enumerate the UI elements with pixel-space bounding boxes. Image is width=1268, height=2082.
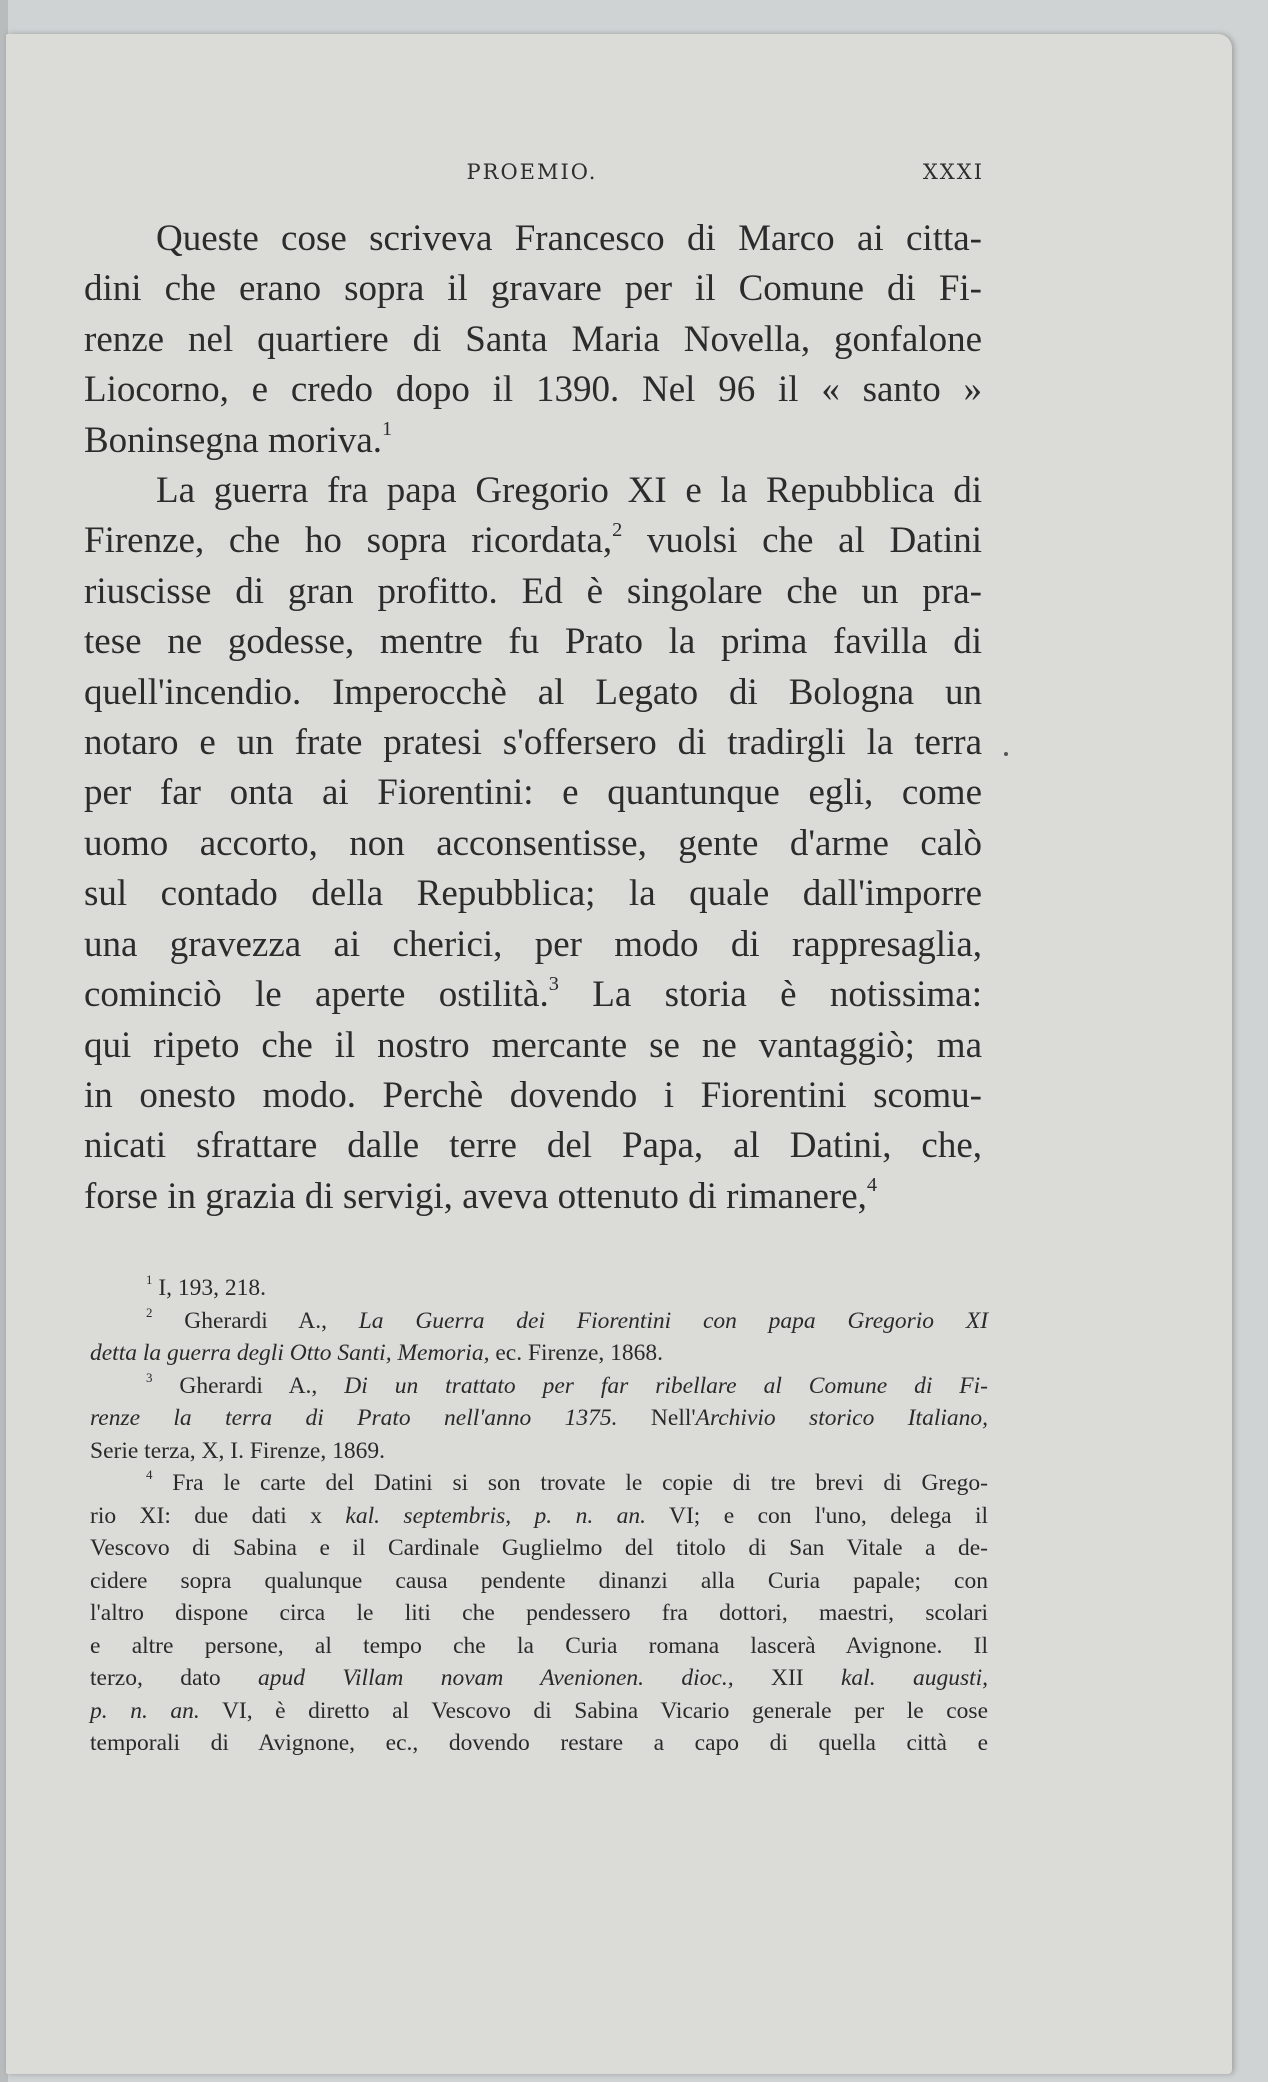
footnote-3-cont: Serie terza, X, I. Firenze, 1869.	[90, 1437, 385, 1464]
text-line: per far onta ai Fiorentini: e quantunque egli, come	[84, 772, 982, 814]
footnote-text: Nell'	[650, 1405, 696, 1431]
footnote-latin: p. n. an.	[90, 1697, 200, 1724]
footnote-text: ec. Firenze, 1868.	[495, 1340, 664, 1366]
footnote-text: XII	[771, 1665, 804, 1691]
text-segment: Boninsegna moriva.	[84, 419, 383, 461]
footnote-4-cont: Vescovo di Sabina e il Cardinale Guglielmo del titolo di San Vitale a de-	[90, 1535, 988, 1561]
ink-speck	[1004, 752, 1008, 756]
footnote-title: La Guerra dei Fiorentini con papa Gregorio XI	[358, 1307, 989, 1334]
text-line: dini che erano sopra il gravare per il Comune di Fi-	[84, 268, 982, 310]
footnote-text: Fra le carte del Datini si son trovate le copie di tre brevi di Grego-	[172, 1470, 988, 1496]
footnote-text: VI, è diretto al Vescovo di Sabina Vicario generale per le cose	[221, 1697, 989, 1724]
text-line: nicati sfrattare dalle terre del Papa, al Datini, che,	[84, 1125, 982, 1167]
text-line	[84, 416, 982, 466]
text-line: una gravezza ai cherici, per modo di rappresaglia,	[84, 923, 982, 965]
footnote-number: 4	[146, 1467, 153, 1483]
footnote-4-cont: e altre persone, al tempo che la Curia romana lascerà Avignone. Il	[90, 1632, 988, 1659]
footnote-text: terzo, dato	[90, 1665, 221, 1691]
footnote-3	[90, 1370, 988, 1403]
footnote-number: 3	[146, 1369, 153, 1385]
footnote-4-cont: temporali di Avignone, ec., dovendo restare a capo di quella città e	[90, 1730, 988, 1756]
footnotes	[90, 1272, 988, 1760]
footnote-author: Gherardi A.,	[179, 1372, 318, 1399]
text-segment: forse in grazia di servigi, aveva ottenuto di rimanere,	[84, 1175, 867, 1217]
footnote-title: detta la guerra degli Otto Santi, Memoria,	[90, 1340, 490, 1366]
text-line: renze nel quartiere di Santa Maria Novella, gonfalone	[84, 318, 982, 360]
footnote-2-cont	[90, 1337, 988, 1370]
footnote-4-cont	[90, 1500, 988, 1533]
text-segment: La storia è notissima:	[592, 974, 982, 1016]
text-line: qui ripeto che il nostro mercante se ne vantaggiò; ma	[84, 1024, 982, 1066]
text-line	[84, 516, 982, 566]
footnote-1	[90, 1272, 988, 1305]
running-header	[80, 160, 984, 190]
footnote-4	[90, 1467, 988, 1500]
text-line: riuscisse di gran profitto. Ed è singolare che un pra-	[84, 570, 982, 612]
text-line: Queste cose scriveva Francesco di Marco ai citta-	[156, 218, 982, 259]
text-segment: vuolsi che al Datini	[646, 520, 983, 562]
text-line: La guerra fra papa Gregorio XI e la Repubblica di	[156, 470, 982, 512]
main-text	[84, 214, 982, 1222]
footnote-journal: Archivio storico Italiano,	[695, 1405, 988, 1431]
footnote-text: VI; e con l'uno, delega il	[668, 1502, 989, 1529]
footnote-ref: 1	[382, 418, 393, 441]
footnote-4-cont: l'altro dispone circa le liti che pendessero fra dottori, maestri, scolari	[90, 1600, 988, 1626]
footnote-ref: 4	[866, 1174, 878, 1197]
footnote-text: rio XI: due dati x	[90, 1502, 322, 1529]
page-number: XXXI	[922, 160, 984, 184]
footnote-ref: 3	[548, 972, 559, 995]
text-line	[84, 970, 982, 1020]
text-line: quell'incendio. Imperocchè al Legato di Bologna un	[84, 671, 982, 713]
text-line: notaro e un frate pratesi s'offersero di tradirgli la terra	[84, 722, 982, 764]
text-line: tese ne godesse, mentre fu Prato la prima favilla di	[84, 621, 982, 663]
footnote-4-cont	[90, 1695, 988, 1728]
footnote-4-cont: cidere sopra qualunque causa pendente dinanzi alla Curia papale; con	[90, 1567, 988, 1594]
footnote-ref: 2	[612, 519, 623, 542]
footnote-4-cont	[90, 1662, 988, 1695]
footnote-author: Gherardi A.,	[184, 1307, 327, 1334]
text-line	[84, 1172, 982, 1222]
footnote-title: renze la terra di Prato nell'anno 1375.	[90, 1405, 618, 1431]
footnote-latin: kal. augusti,	[841, 1665, 989, 1691]
text-line: Liocorno, e credo dopo il 1390. Nel 96 il « santo »	[84, 369, 982, 411]
footnote-latin: kal. septembris, p. n. an.	[345, 1502, 646, 1529]
text-segment: Firenze, che ho sopra ricordata,	[84, 520, 613, 562]
footnote-text: I, 193, 218.	[158, 1275, 267, 1301]
text-line: sul contado della Repubblica; la quale dall'imporre	[84, 873, 982, 915]
footnote-number: 1	[146, 1272, 153, 1288]
footnote-latin: apud Villam novam Avenionen. dioc.,	[258, 1665, 734, 1691]
text-line: in onesto modo. Perchè dovendo i Fiorentini scomu-	[84, 1074, 982, 1116]
running-title: PROEMIO.	[466, 160, 598, 184]
footnote-number: 2	[146, 1304, 153, 1320]
text-segment: cominciò le aperte ostilità.	[84, 974, 549, 1016]
footnote-3-cont	[90, 1402, 988, 1435]
footnote-title: Di un trattato per far ribellare al Comune di Fi-	[344, 1372, 989, 1399]
text-line: uomo accorto, non acconsentisse, gente d'arme calò	[84, 822, 982, 864]
footnote-2	[90, 1305, 988, 1338]
